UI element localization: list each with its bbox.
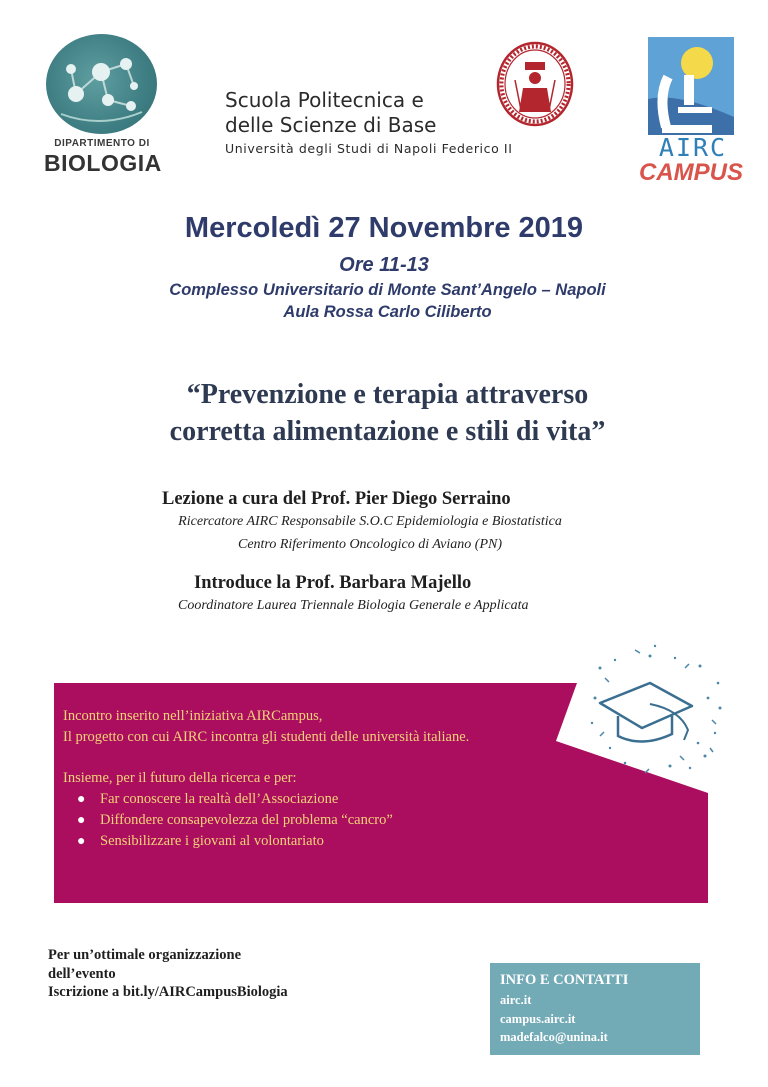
bullet-icon: ● bbox=[77, 792, 86, 807]
event-room: Aula Rossa Carlo Ciliberto bbox=[283, 303, 492, 321]
contacts-box bbox=[490, 963, 700, 1055]
airc-logo-line1: AIRC bbox=[658, 133, 728, 162]
biology-department-logo bbox=[44, 34, 162, 176]
bullet-icon: ● bbox=[77, 813, 86, 828]
title-line1: “Prevenzione e terapia attraverso bbox=[186, 379, 589, 410]
registration-line2: dell’evento bbox=[48, 965, 116, 982]
introducer-name: Introduce la Prof. Barbara Majello bbox=[194, 573, 472, 593]
dept-logo-line1: DIPARTIMENTO DI bbox=[54, 138, 150, 149]
panel-line1: Incontro inserito nell’iniziativa AIRCampus, bbox=[63, 708, 323, 724]
airc-logo-line2: CAMPUS bbox=[638, 159, 743, 186]
lecturer-role: Ricercatore AIRC Responsabile S.O.C Epidemiologia e Biostatistica bbox=[178, 514, 562, 529]
lecture-title bbox=[60, 376, 715, 450]
introducer-role: Coordinatore Laurea Triennale Biologia Generale e Applicata bbox=[178, 598, 529, 613]
event-time: Ore 11-13 bbox=[339, 254, 429, 276]
bullet-icon: ● bbox=[77, 834, 86, 849]
registration-link[interactable]: Iscrizione a bit.ly/AIRCampusBiologia bbox=[48, 984, 288, 1000]
registration-info bbox=[48, 946, 368, 1002]
microscope-icon bbox=[648, 37, 734, 135]
lecturer-institution: Centro Riferimento Oncologico di Aviano (PN) bbox=[237, 537, 503, 552]
list-item: ● Far conoscere la realtà dell’Associazione bbox=[63, 789, 563, 810]
school-line3: Università degli Studi di Napoli Federico II bbox=[225, 141, 513, 156]
molecule-circle-icon bbox=[46, 34, 157, 134]
panel-bullet-list bbox=[63, 789, 563, 852]
school-line1: Scuola Politecnica e bbox=[225, 88, 424, 112]
contacts-heading: INFO E CONTATTI bbox=[500, 972, 629, 988]
lecturer-name: Lezione a cura del Prof. Pier Diego Serraino bbox=[162, 489, 511, 509]
event-date: Mercoledì 27 Novembre 2019 bbox=[184, 212, 584, 244]
graduation-cap-icon bbox=[580, 638, 730, 783]
contact-link-campus[interactable]: campus.airc.it bbox=[500, 1012, 576, 1026]
dept-logo-line2: BIOLOGIA bbox=[44, 150, 162, 176]
panel-intro: Insieme, per il futuro della ricerca e per: bbox=[63, 770, 297, 786]
contact-link-airc[interactable]: airc.it bbox=[500, 993, 532, 1007]
panel-content bbox=[63, 706, 563, 852]
contact-email[interactable]: madefalco@unina.it bbox=[500, 1030, 608, 1044]
registration-line1: Per un’ottimale organizzazione bbox=[48, 947, 242, 963]
airc-campus-logo bbox=[632, 37, 750, 187]
panel-line2: Il progetto con cui AIRC incontra gli studenti delle università italiane. bbox=[63, 729, 470, 745]
university-seal-icon bbox=[495, 40, 575, 128]
title-line2: corretta alimentazione e stili di vita” bbox=[169, 416, 606, 447]
event-venue: Complesso Universitario di Monte Sant’Angelo – Napoli bbox=[169, 281, 606, 299]
school-line2: delle Scienze di Base bbox=[225, 113, 437, 137]
list-item: ● Diffondere consapevolezza del problema “cancro” bbox=[63, 810, 563, 831]
list-item: ● Sensibilizzare i giovani al volontariato bbox=[63, 831, 563, 852]
